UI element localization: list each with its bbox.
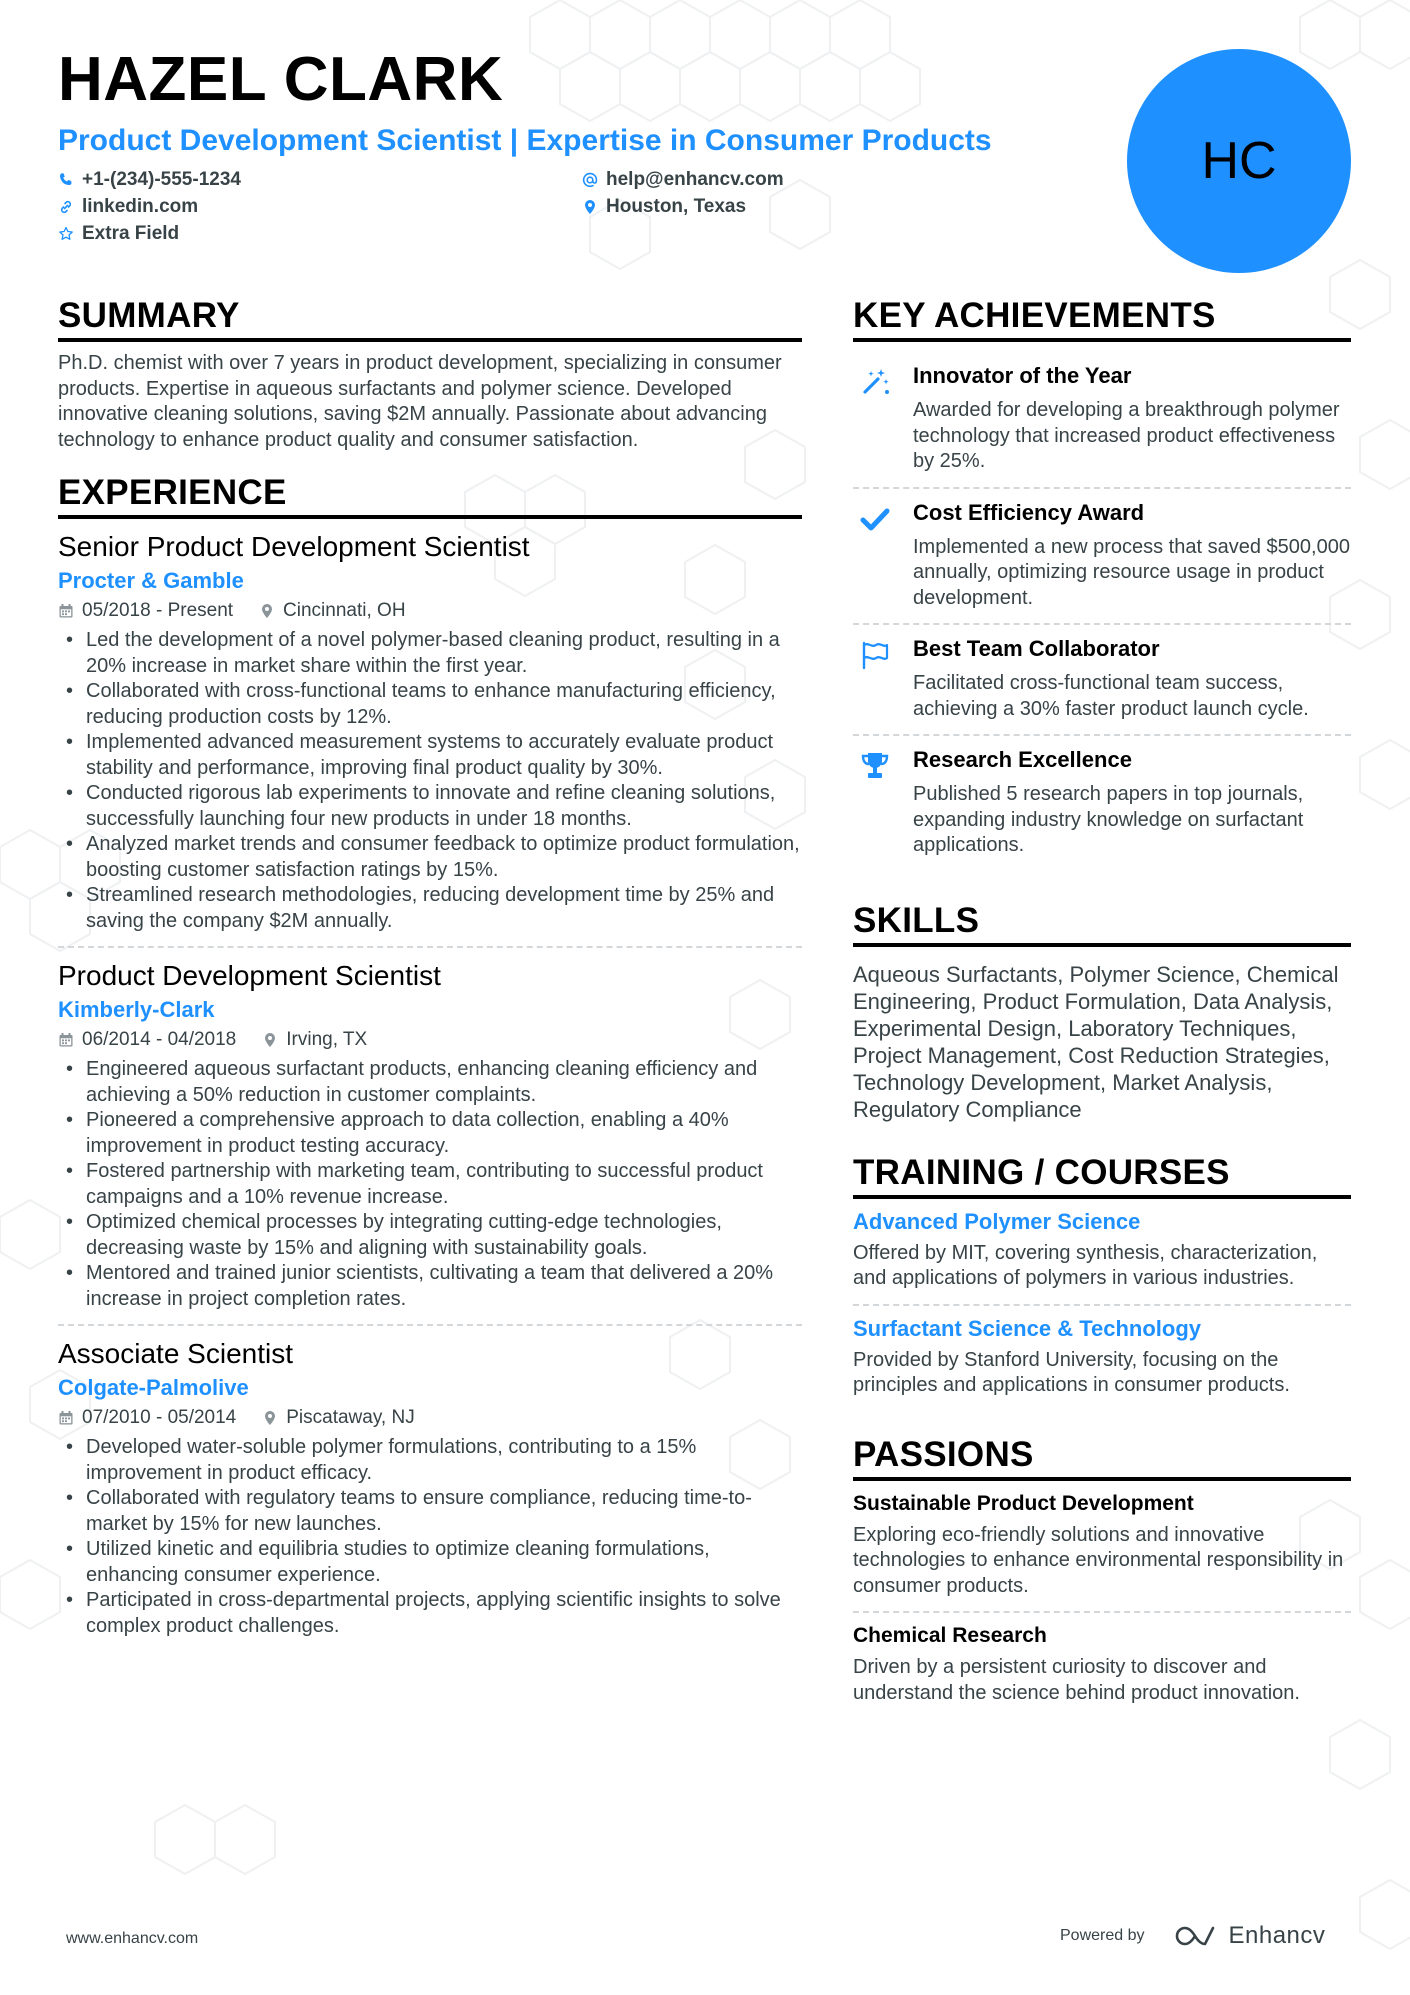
flag-icon [859,639,891,671]
contact-phone-text: +1-(234)-555-1234 [82,169,241,190]
job-bullet: • Collaborated with regulatory teams to ensure compliance, reducing time-to-market by 15% for new launches. [58,1486,802,1537]
location-pin-icon [262,1410,278,1426]
wand-icon [859,366,891,398]
job-dates: 05/2018 - Present [82,600,234,621]
job-bullet: • Participated in cross-departmental projects, applying scientific insights to solve complex product challenges. [58,1588,802,1639]
course-title: Surfactant Science & Technology [853,1315,1202,1341]
passion-title: Chemical Research [853,1624,1047,1647]
job-meta [58,600,802,622]
contact-extra-text: Extra Field [82,223,180,244]
job-bullet: • Pioneered a comprehensive approach to data collection, enabling a 40% improvement in product testing accuracy. [58,1108,802,1159]
enhancv-logo-text: Enhancv [1228,1922,1326,1949]
achievement-title: Best Team Collaborator [913,636,1160,661]
job-location: Piscataway, NJ [286,1407,415,1428]
enhancv-logo [1173,1922,1326,1950]
job-bullet: • Engineered aqueous surfactant products, enhancing cleaning efficiency and achieving a 50% reduction in customer complaints. [58,1057,802,1108]
left-column [58,296,802,1651]
job-bullet: • Streamlined research methodologies, reducing development time by 25% and saving the company $2M annually. [58,883,802,934]
trophy-icon [859,750,891,782]
footer-branding[interactable] [1060,1922,1325,1950]
achievement-desc: Implemented a new process that saved $500,000 annually, optimizing resource usage in product development. [913,535,1350,609]
job-bullets [58,1057,802,1312]
calendar-icon [58,1410,74,1426]
skills-text: Aqueous Surfactants, Polymer Science, Chemical Engineering, Product Formulation, Data Analysis, Experimental Design, Laboratory Techniques, Project Management, Cost Reduction Strategies, Technology Development, Market Analysis, Regulatory Compliance [853,961,1339,1122]
calendar-icon [58,603,74,619]
job-role: Associate Scientist [58,1338,293,1369]
job-entry [58,519,802,948]
experience-heading: EXPERIENCE [58,473,802,519]
contact-phone[interactable] [58,168,582,192]
job-location: Irving, TX [286,1029,368,1050]
passion-desc: Driven by a persistent curiosity to discover and understand the science behind product innovation. [853,1656,1300,1704]
job-company: Colgate-Palmolive [58,1375,249,1400]
achievements-section [853,296,1351,871]
achievement-desc: Published 5 research papers in top journals, expanding industry knowledge on surfactant applications. [913,783,1304,856]
footer-website[interactable]: www.enhancv.com [66,1930,199,1947]
job-bullets [58,628,802,934]
at-icon [582,172,598,188]
job-bullet: • Utilized kinetic and equilibria studies to optimize cleaning formulations, enhancing consumer experience. [58,1537,802,1588]
training-section [853,1153,1351,1411]
location-pin-icon [262,1032,278,1048]
job-bullet: • Optimized chemical processes by integrating cutting-edge technologies, decreasing waste by 15% and aligning with sustainability goals. [58,1210,802,1261]
summary-heading: SUMMARY [58,296,802,342]
contact-extra [58,222,582,246]
achievement-desc: Awarded for developing a breakthrough polymer technology that increased product effectiveness by 25%. [913,399,1340,472]
job-company: Kimberly-Clark [58,997,215,1022]
achievement-item [853,736,1351,871]
star-icon [58,226,74,242]
job-meta [58,1407,802,1429]
job-bullet: • Collaborated with cross-functional teams to enhance manufacturing efficiency, reducing production costs by 12%. [58,679,802,730]
calendar-icon [58,1032,74,1048]
passion-title: Sustainable Product Development [853,1491,1194,1515]
phone-icon [58,172,74,188]
job-bullet: • Mentored and trained junior scientists, cultivating a team that delivered a 20% increase in project completion rates. [58,1261,802,1312]
passion-item [853,1613,1351,1718]
contact-list [58,168,1058,246]
job-location: Cincinnati, OH [283,600,406,621]
job-entry [58,948,802,1326]
contact-location [582,195,982,219]
job-bullet: • Developed water-soluble polymer formulations, contributing to a 15% improvement in product efficacy. [58,1435,802,1486]
achievement-title: Cost Efficiency Award [913,499,1145,525]
training-heading: TRAINING / COURSES [853,1153,1351,1199]
summary-section [58,296,802,453]
job-company: Procter & Gamble [58,568,244,593]
skills-heading: SKILLS [853,901,1351,947]
contact-linkedin-text: linkedin.com [82,196,199,217]
achievement-title: Innovator of the Year [913,363,1132,388]
job-bullets [58,1435,802,1639]
enhancv-logo-icon [1173,1923,1221,1949]
job-bullet: • Analyzed market trends and consumer feedback to optimize product formulation, boosting customer satisfaction ratings by 15%. [58,832,802,883]
job-meta [58,1029,802,1051]
job-entry [58,1326,802,1651]
job-bullet: • Conducted rigorous lab experiments to innovate and refine cleaning solutions, successfully launching four new products in under 18 months. [58,781,802,832]
achievement-item [853,625,1351,736]
course-title: Advanced Polymer Science [853,1208,1141,1234]
right-column [853,296,1351,1718]
contact-location-text: Houston, Texas [606,196,747,217]
contact-email[interactable] [582,168,982,192]
course-item [853,1306,1351,1411]
location-pin-icon [259,603,275,619]
contact-linkedin[interactable] [58,195,582,219]
passion-item [853,1481,1351,1614]
achievement-item [853,352,1351,489]
job-role: Product Development Scientist [58,960,441,991]
achievements-heading: KEY ACHIEVEMENTS [853,296,1351,342]
course-item [853,1199,1351,1306]
job-bullet: • Fostered partnership with marketing team, contributing to successful product campaigns and a 10% revenue increase. [58,1159,802,1210]
experience-section [58,473,802,1651]
achievement-title: Research Excellence [913,747,1132,772]
avatar-initials: HC [1201,132,1277,190]
job-dates: 07/2010 - 05/2014 [82,1407,237,1428]
link-icon [58,199,74,215]
achievements-list [853,352,1351,871]
course-desc: Offered by MIT, covering synthesis, characterization, and applications of polymers in various industries. [853,1241,1318,1289]
powered-by-text: Powered by [1060,1927,1145,1944]
summary-text: Ph.D. chemist with over 7 years in product development, specializing in consumer products. Expertise in aqueous surfactants and polymer science. Developed innovative cleaning solutions, saving $2M annually. Passionate about advancing technology to enhance product quality and consumer satisfaction. [58,352,782,451]
candidate-title: Product Development Scientist | Expertise in Consumer Products [58,124,992,157]
course-desc: Provided by Stanford University, focusing on the principles and applications in consumer products. [853,1348,1290,1396]
achievement-item [853,489,1351,626]
location-pin-icon [582,199,598,215]
resume-header [58,45,1058,246]
job-role: Senior Product Development Scientist [58,531,530,562]
passion-desc: Exploring eco-friendly solutions and innovative technologies to enhance environmental responsibility in consumer products. [853,1523,1344,1597]
passions-heading: PASSIONS [853,1435,1351,1481]
avatar [1127,49,1351,273]
contact-email-text: help@enhancv.com [606,169,784,190]
candidate-name: HAZEL CLARK [58,45,504,114]
skills-section [853,901,1351,1123]
job-dates: 06/2014 - 04/2018 [82,1029,237,1050]
job-bullet: • Led the development of a novel polymer-based cleaning product, resulting in a 20% increase in market share within the first year. [58,628,802,679]
passions-section [853,1435,1351,1719]
check-icon [859,503,891,535]
job-bullet: • Implemented advanced measurement systems to accurately evaluate product stability and performance, improving final product quality by 30%. [58,730,802,781]
achievement-desc: Facilitated cross-functional team success, achieving a 30% faster product launch cycle. [913,672,1309,720]
